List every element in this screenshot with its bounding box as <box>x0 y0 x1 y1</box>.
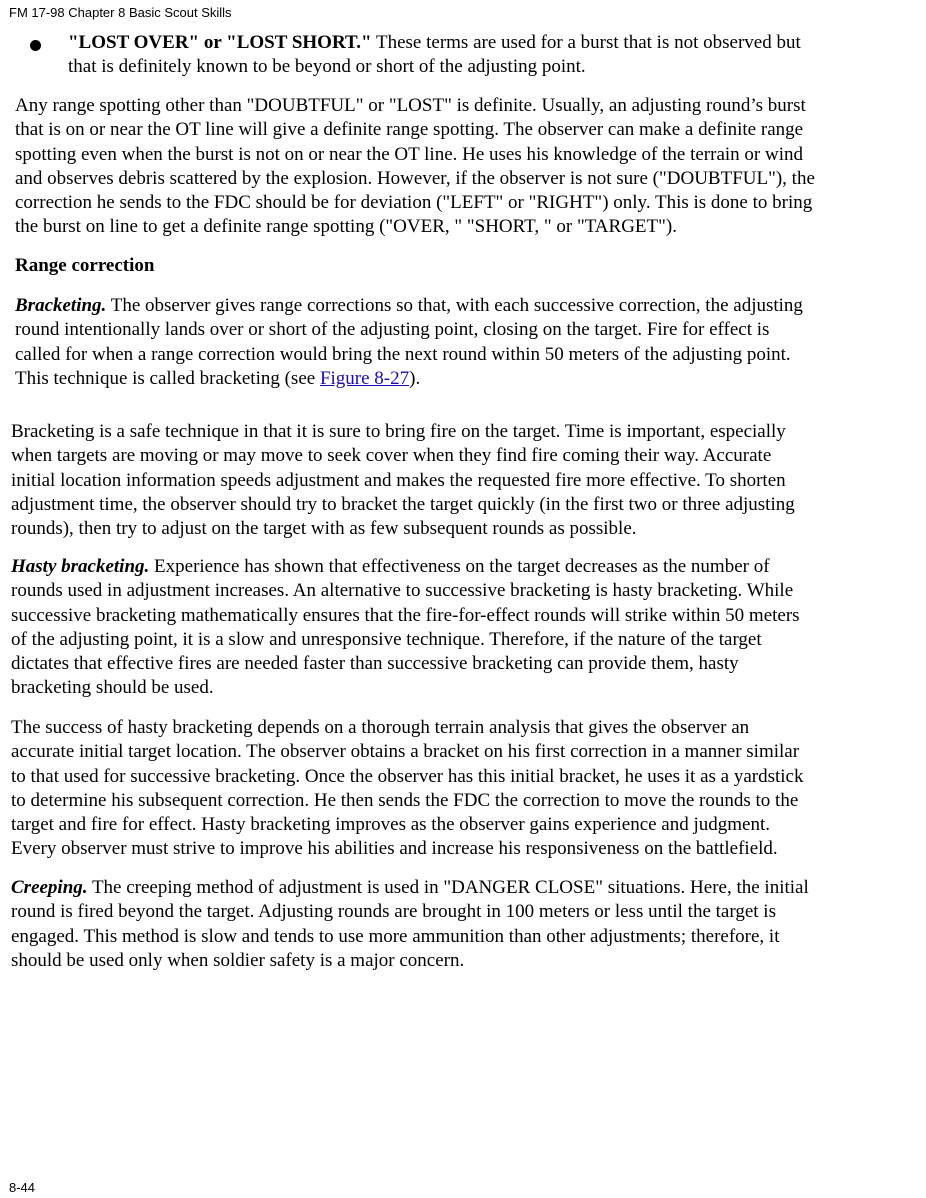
text-line: target and fire for effect. Hasty bracketing improves as the observer gains experience and judgment. <box>11 814 771 836</box>
text-line: and observes debris scattered by the explosion. However, if the observer is not sure ("DOUBTFUL"), the <box>15 167 815 189</box>
heading-range-correction: Range correction <box>15 255 155 276</box>
bullet-text <box>68 31 801 80</box>
text-line <box>15 367 803 391</box>
paragraph-definite-spotting <box>15 94 815 240</box>
text-span: The creeping method of adjustment is used in "DANGER CLOSE" situations. Here, the initial <box>87 877 809 898</box>
page-number: 8-44 <box>9 1180 36 1195</box>
term-creeping: Creeping. <box>11 877 88 898</box>
bullet-line-1-rest: These terms are used for a burst that is not observed but <box>371 32 801 53</box>
text-line: Bracketing is a safe technique in that it is sure to bring fire on the target. Time is important, especially <box>11 421 786 442</box>
text-line: that is on or near the OT line will give a definite range spotting. The observer can make a definite range <box>15 119 804 141</box>
text-line: of the adjusting point, it is a slow and unresponsive technique. Therefore, if the nature of the target <box>11 628 762 650</box>
term-bracketing: Bracketing. <box>15 295 107 316</box>
text-line: called for when a range correction would bring the next round within 50 meters of the adjusting point. <box>15 343 791 365</box>
text-line: the burst on line to get a definite range spotting ("OVER, " "SHORT, " or "TARGET"). <box>15 216 677 238</box>
paragraph-hasty-success <box>11 716 803 862</box>
text-span: This technique is called bracketing (see <box>15 367 320 389</box>
text-line: rounds), then try to adjust on the target with as few subsequent rounds as possible. <box>11 518 637 540</box>
text-line: initial location information speeds adjustment and makes the requested fire more effective. To shorten <box>11 469 786 491</box>
bullet-line-2: that is definitely known to be beyond or short of the adjusting point. <box>68 56 586 78</box>
text-line: Any range spotting other than "DOUBTFUL" or "LOST" is definite. Usually, an adjusting round’s burst <box>15 95 806 116</box>
term-hasty-bracketing: Hasty bracketing. <box>11 556 150 577</box>
text-line: Every observer must strive to improve his abilities and increase his responsiveness on the battlefield. <box>11 838 778 860</box>
text-line: spotting even when the burst is not on or near the OT line. He uses his knowledge of the terrain or wind <box>15 143 803 165</box>
text-span: The observer gives range corrections so that, with each successive correction, the adjusting <box>106 295 803 316</box>
bullet-line-1 <box>68 31 801 55</box>
paragraph-creeping <box>11 876 809 973</box>
running-header: FM 17-98 Chapter 8 Basic Scout Skills <box>9 5 232 20</box>
text-line <box>11 555 800 579</box>
text-line: to that used for successive bracketing. Once the observer has this initial bracket, he uses it as a yardstick <box>11 765 804 787</box>
text-line: accurate initial target location. The observer obtains a bracket on his first correction in a manner similar <box>11 741 800 763</box>
text-line: round intentionally lands over or short of the adjusting point, closing on the target. Fire for effect is <box>15 319 770 341</box>
text-span: ). <box>409 367 421 389</box>
text-line: dictates that effective fires are needed faster than successive bracketing can provide them, hasty <box>11 653 739 675</box>
text-line: to determine his subsequent correction. He then sends the FDC the correction to move the rounds to the <box>11 789 799 811</box>
text-span: Experience has shown that effectiveness on the target decreases as the number of <box>149 556 770 577</box>
text-line: The success of hasty bracketing depends on a thorough terrain analysis that gives the observer an <box>11 717 750 738</box>
text-line <box>11 876 809 900</box>
text-line: when targets are moving or may move to seek cover when they find fire coming their way. Accurate <box>11 445 772 467</box>
text-line: bracketing should be used. <box>11 677 214 699</box>
bullet-term: "LOST OVER" or "LOST SHORT." <box>68 32 372 53</box>
paragraph-safe-technique <box>11 420 795 541</box>
text-line: round is fired beyond the target. Adjusting rounds are brought in 100 meters or less until the target is <box>11 901 776 923</box>
text-line: correction he sends to the FDC should be for deviation ("LEFT" or "RIGHT") only. This is done to bring <box>15 192 813 214</box>
text-line <box>15 294 803 318</box>
text-line: adjustment time, the observer should try to bracket the target quickly (in the first two or three adjusting <box>11 493 795 515</box>
paragraph-hasty-bracketing <box>11 555 800 701</box>
text-line: engaged. This method is slow and tends to use more ammunition than other adjustments; therefore, it <box>11 925 780 947</box>
bullet-dot-icon <box>30 40 41 51</box>
text-line: rounds used in adjustment increases. An alternative to successive bracketing is hasty bracketing. While <box>11 580 794 602</box>
text-line: successive bracketing mathematically ensures that the fire-for-effect rounds will strike within 50 meters <box>11 604 800 626</box>
text-line: should be used only when soldier safety is a major concern. <box>11 949 465 971</box>
paragraph-bracketing <box>15 294 803 391</box>
figure-8-27-link[interactable]: Figure 8-27 <box>319 367 410 389</box>
